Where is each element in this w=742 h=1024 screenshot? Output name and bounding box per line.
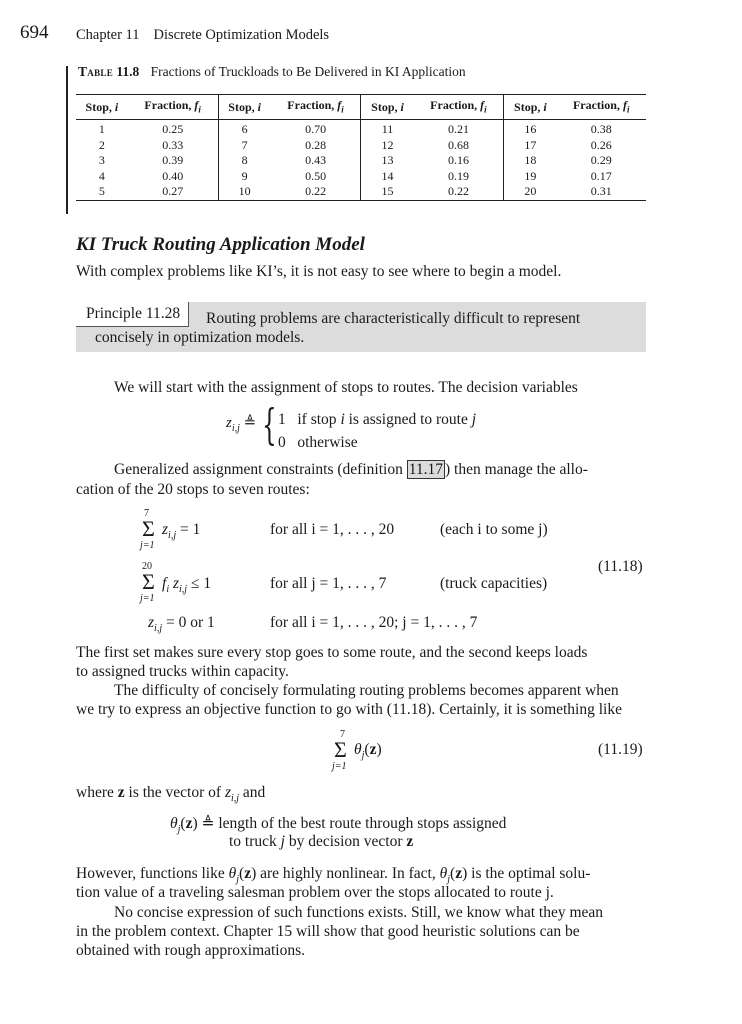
col-header: Stop, i — [361, 95, 414, 120]
case-one-value: 1 — [278, 411, 286, 428]
table-cell: 0.29 — [590, 153, 612, 168]
sum2-lower-text: j=1 — [140, 593, 155, 604]
gen-paragraph-line2: cation of the 20 stops to seven routes: — [76, 481, 310, 498]
table-cell: 0.22 — [414, 184, 504, 200]
where-pre: where — [76, 784, 118, 801]
table-cell: 16 — [524, 122, 537, 137]
table-cell: 0.16 — [414, 153, 504, 169]
equation-number-11-19: (11.19) — [598, 741, 643, 758]
table-cell: 12 — [381, 137, 394, 152]
case-one-i: i — [340, 411, 345, 428]
explain-line1: The first set makes sure every stop goes to some route, and the second keeps loads — [76, 644, 588, 661]
table-caption — [78, 64, 466, 80]
col-header: Fraction, $f_i$ — [414, 95, 504, 120]
table-cell: 10 — [218, 184, 271, 200]
theta-definition-line1: $\theta_j(z)$ ≜ length of the best route through stops assigned — [170, 815, 507, 836]
table-cell: 0.40 — [128, 169, 218, 185]
col-header: Stop, i — [504, 95, 557, 120]
table-cell: 7 — [241, 137, 248, 152]
table-cell: 8 — [241, 153, 248, 168]
constraint3-expr: $z_{i,j} = 0$ or 1 — [148, 614, 215, 635]
running-head — [76, 27, 329, 44]
explain-line3: The difficulty of concisely formulating routing problems becomes apparent when — [114, 682, 619, 699]
defeq-symbol: ≜ — [243, 415, 257, 431]
however-pre: However, functions like — [76, 865, 229, 882]
definition-ref-link[interactable]: 11.17 — [408, 461, 444, 478]
table-cell: 0.39 — [128, 153, 218, 169]
final-line1: No concise expression of such functions exists. Still, we know what they mean — [114, 904, 604, 921]
table-cell: 1 — [98, 122, 105, 137]
table-header-row — [76, 95, 646, 120]
col-header: Stop, i — [76, 95, 128, 120]
where-paragraph: where z is the vector of $z_{i,j}$ and — [76, 784, 266, 805]
explain-line4: we try to express an objective function to go with (11.18). Certainly, it is something like — [76, 701, 622, 718]
col-header: Fraction, $f_i$ — [556, 95, 646, 120]
principle-label: Principle 11.28 — [76, 302, 189, 327]
table-cell: 5 — [76, 184, 128, 200]
constraint1-condition: for all i = 1, . . . , 20 — [270, 521, 395, 538]
chapter-title: Discrete Optimization Models — [153, 27, 330, 43]
assignment-paragraph: We will start with the assignment of stops to routes. The decision variables — [114, 379, 578, 396]
case-two-value: 0 — [278, 434, 286, 451]
table-row — [76, 138, 646, 154]
gen-text-end: ) then manage the allo- — [445, 461, 588, 478]
final-line3: obtained with rough approximations. — [76, 942, 306, 959]
however-mid: are highly nonlinear. In fact, — [256, 865, 440, 882]
table-row — [76, 184, 646, 200]
case-one-mid: is assigned to route — [344, 411, 472, 428]
case-one-pre: if stop — [297, 411, 341, 428]
table-cell: 0.22 — [271, 184, 361, 200]
constraint3-condition: for all i = 1, . . . , 20; j = 1, . . . , 7 — [270, 614, 478, 631]
constraint2-rhs: ≤ 1 — [190, 575, 212, 592]
constraint3-rhs: = 0 or 1 — [165, 614, 215, 631]
table-label: Table — [78, 64, 114, 79]
table-cell: 0.31 — [556, 184, 646, 200]
table-cell: 18 — [524, 153, 537, 168]
table-cell: 0.38 — [590, 122, 612, 137]
table-cell: 0.68 — [414, 138, 504, 154]
sum2-sigma: Σ — [142, 569, 155, 594]
sum3-sigma: Σ — [334, 737, 347, 762]
constraint2-condition: for all j = 1, . . . , 7 — [270, 575, 387, 592]
theta-definition-line2: to truck j by decision vector z — [229, 833, 414, 850]
equation-number-11-18: (11.18) — [598, 558, 643, 575]
table-cell: 0.50 — [271, 169, 361, 185]
table-cell: 0.17 — [590, 168, 612, 183]
sum2-lower — [140, 593, 155, 604]
where-post: and — [239, 784, 266, 801]
where-z: z — [117, 784, 125, 801]
sum1-upper: 7 — [144, 508, 149, 519]
constraint2-expr: $f_i$ $z_{i,j} \le 1$ — [162, 575, 212, 596]
table-cell: 11 — [381, 122, 394, 137]
var-z-sub: i,j — [231, 423, 240, 434]
table-cell: 0.28 — [271, 138, 361, 154]
constraint1-note: (each i to some j) — [440, 521, 548, 538]
however-line2: tion value of a traveling salesman problem over the stops allocated to route j. — [76, 884, 554, 901]
table-cell: 9 — [241, 168, 248, 183]
table-cell: 17 — [524, 137, 537, 152]
def-z-lhs — [226, 413, 256, 434]
case-two-text: otherwise — [297, 434, 358, 451]
table-cell: 0.26 — [590, 137, 612, 152]
sum1-lower — [140, 540, 155, 551]
constraint1-expr: $z_{i,j} = 1$ — [162, 521, 201, 542]
intro-paragraph: With complex problems like KI’s, it is not easy to see where to begin a model. — [76, 263, 562, 280]
col-header: Fraction, $f_i$ — [271, 95, 361, 120]
gen-paragraph-line1 — [114, 460, 588, 479]
explain-line2: to assigned trucks within capacity. — [76, 663, 289, 680]
page-number: 694 — [20, 22, 49, 43]
table-side-rule — [66, 66, 68, 214]
table-cell: 6 — [241, 122, 248, 137]
table-cell: 19 — [524, 168, 537, 183]
case-one — [278, 411, 476, 429]
table-cell: 0.27 — [128, 184, 218, 200]
var-z: z — [226, 415, 232, 431]
table-cell: 0.43 — [271, 153, 361, 169]
table-row — [76, 120, 646, 138]
constraint2-note: (truck capacities) — [440, 575, 548, 592]
sum3-lower-text: j=1 — [332, 761, 347, 772]
constraint1-rhs: = 1 — [179, 521, 201, 538]
table-cell: 20 — [504, 184, 557, 200]
chapter-label: Chapter 11 — [76, 27, 140, 43]
fractions-table — [76, 94, 646, 201]
table-cell: 0.33 — [128, 138, 218, 154]
sum1-lower-text: j=1 — [140, 540, 155, 551]
col-header: Fraction, $f_i$ — [128, 95, 218, 120]
sum3-lower — [332, 761, 347, 772]
case-two — [278, 434, 358, 452]
table-cell: 15 — [361, 184, 414, 200]
table-row — [76, 153, 646, 169]
table-cell: 13 — [381, 153, 394, 168]
where-mid: is the vector of — [124, 784, 225, 801]
principle-text-line2: concisely in optimization models. — [95, 329, 305, 346]
table-cell: 0.21 — [414, 120, 504, 138]
section-title: KI Truck Routing Application Model — [76, 234, 365, 255]
table-caption-text: Fractions of Truckloads to Be Delivered in KI Application — [150, 64, 466, 79]
objective-expr: $\theta_j(z)$ — [354, 741, 382, 762]
sum2-upper: 20 — [142, 561, 152, 572]
table-cell: 0.25 — [128, 120, 218, 138]
however-line1: However, functions like $\theta_j(z)$ are highly nonlinear. In fact, $\theta_j(z)$ is the optimal solu- — [76, 865, 591, 886]
table-cell: 3 — [98, 153, 105, 168]
col-header: Stop, i — [218, 95, 271, 120]
gen-text-start: Generalized assignment constraints (definition — [114, 461, 407, 478]
sum3-upper: 7 — [340, 729, 345, 740]
final-line2: in the problem context. Chapter 15 will show that good heuristic solutions can be — [76, 923, 580, 940]
table-cell: 0.19 — [414, 169, 504, 185]
table-number: 11.8 — [116, 64, 140, 79]
table-cell: 14 — [381, 168, 394, 183]
theta-def-post: by decision vector — [284, 833, 407, 850]
table-cell: 2 — [98, 137, 105, 152]
table-cell: 0.70 — [271, 120, 361, 138]
left-brace: { — [262, 400, 277, 449]
theta-def-pre: to truck — [229, 833, 281, 850]
sum1-sigma: Σ — [142, 516, 155, 541]
case-one-j: j — [471, 411, 477, 428]
however-post: is the optimal solu- — [467, 865, 591, 882]
principle-text-line1: Routing problems are characteristically difficult to represent — [206, 310, 581, 327]
theta-def-text1: length of the best route through stops assigned — [218, 815, 507, 832]
table-cell: 4 — [98, 168, 105, 183]
table-row — [76, 169, 646, 185]
